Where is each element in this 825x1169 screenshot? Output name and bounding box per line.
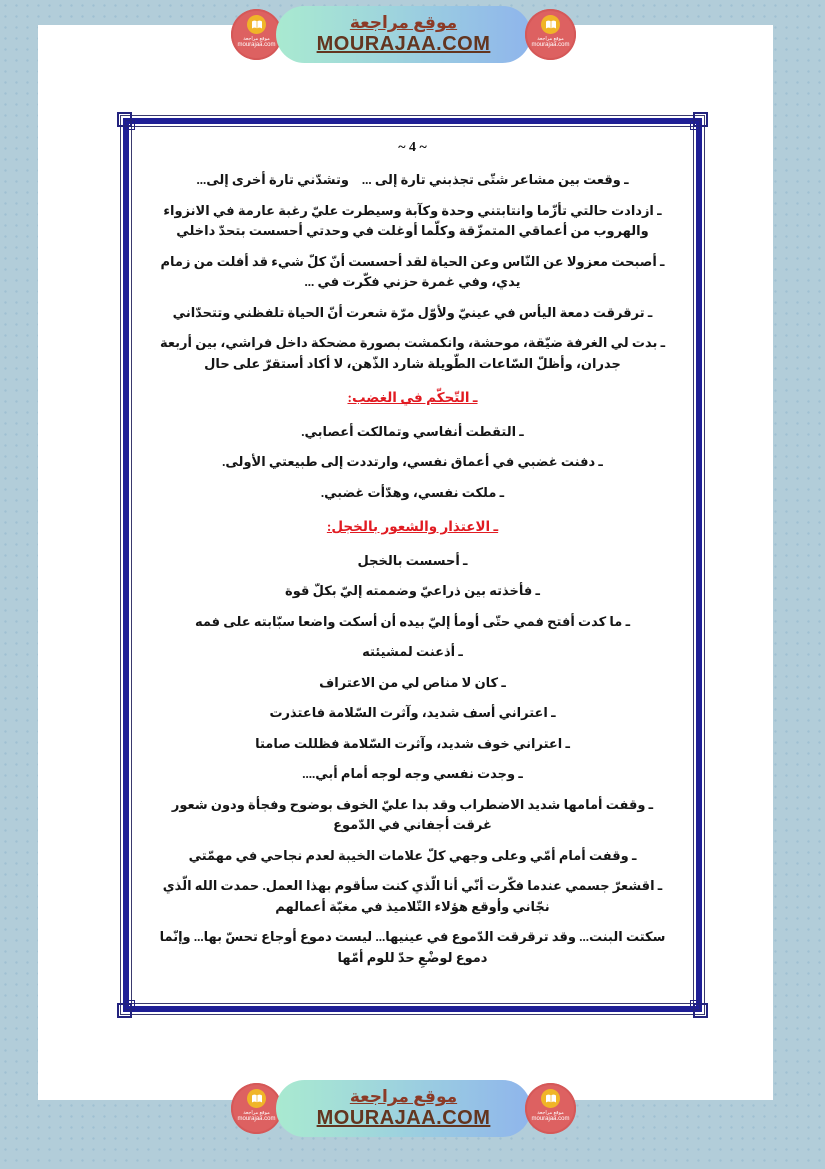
site-title-domain[interactable]: MOURAJAA.COM <box>316 1106 491 1129</box>
site-title-domain[interactable]: MOURAJAA.COM <box>316 32 491 55</box>
text-paragraph: سكتت البنت... وقد ترقرقت الدّموع في عينيها... ليست دموع أوجاع تحسّ بها... وإنّما دموع لوضْعِ حدّ للوم أمّها <box>156 929 666 965</box>
badge-title: موقع مراجعة <box>537 37 564 42</box>
text-paragraph: ـ ازدادت حالتي تأزّما وانتابتني وحدة وكآبة وسيطرت عليّ رغبة عارمة في الانزواء والهروب من أعماقي المتمزّقة وكلّما أوغلت في وحدتي أحسست بتحدّ داخلي <box>160 202 662 239</box>
text-paragraph: ـ ما كدت أفتح فمي حتّى أومأ إليّ بيده أن أسكت واضعا سبّابته على فمه <box>194 613 631 629</box>
book-icon <box>247 15 266 34</box>
book-icon <box>541 1089 560 1108</box>
text-paragraph: ـ وقفت أمام أمّي وعلى وجهي كلّ علامات الخيبة لعدم نجاحي في مهمّتي <box>188 847 637 863</box>
text-paragraph: ـ اعتراني أسف شديد، وآثرت السّلامة فاعتذرت <box>269 705 556 721</box>
text-paragraph: ـ فأخذته بين ذراعيّ وضممته إليّ بكلّ قوة <box>285 583 540 599</box>
site-title-banner[interactable] <box>276 6 531 63</box>
text-paragraph: ـ اعتراني خوف شديد، وآثرت السّلامة فظللت صامتا <box>255 735 570 751</box>
site-title-arabic[interactable]: موقع مراجعة <box>349 1087 458 1107</box>
text-paragraph: ـ اقشعرّ جسمي عندما فكّرت أنّي أنا الّذي كنت سأقوم بهذا العمل. حمدت الله الّذي نجّاني وأوقع هؤلاء التّلاميذ في مغبّة أعمالهم <box>159 878 663 914</box>
page-number: ~ 4 ~ <box>398 140 427 155</box>
header-brand <box>231 6 576 68</box>
section-heading: ـ التّحكّم في الغضب: <box>347 390 478 406</box>
document-frame <box>123 118 702 1012</box>
badge-domain: mourajaa.com <box>237 42 276 48</box>
site-badge <box>231 9 282 60</box>
badge-domain: mourajaa.com <box>531 1116 570 1122</box>
text-paragraph: ـ أذعنت لمشيئته <box>362 644 463 660</box>
site-title-arabic[interactable]: موقع مراجعة <box>349 13 458 33</box>
text-paragraph: ـ أصبحت معزولا عن النّاس وعن الحياة لقد أحسست أنّ كلّ شيء قد أفلت من زمام يدي، وفي غمرة حزني فكّرت في ... <box>157 253 665 290</box>
text-paragraph: ـ بدت لي الغرفة ضيّقة، موحشة، وانكمشت بصورة مضحكة داخل فراشي، بين أربعة جدران، وأظلّ السّاعات الطّويلة شارد الذّهن، لا أكاد أستقرّ على حال <box>156 335 666 371</box>
site-badge <box>231 1083 282 1134</box>
book-icon <box>541 15 560 34</box>
text-paragraph: ـ كان لا مناص لي من الاعتراف <box>319 674 506 690</box>
text-paragraph: ـ وقعت بين مشاعر شتّى تجذبني تارة إلى ... وتشدّني تارة أخرى إلى... <box>196 172 629 187</box>
text-paragraph: ـ التقطت أنفاسي وتمالكت أعصابي. <box>301 423 524 439</box>
book-icon <box>247 1089 266 1108</box>
footer-brand <box>231 1080 576 1142</box>
text-paragraph: ـ ترقرقت دمعة اليأس في عينيّ ولأوّل مرّة شعرت أنّ الحياة تلفظني وتتحدّاني <box>172 304 653 320</box>
section-heading: ـ الاعتذار والشعور بالخجل: <box>326 519 499 535</box>
badge-title: موقع مراجعة <box>537 1111 564 1116</box>
badge-domain: mourajaa.com <box>531 42 570 48</box>
text-paragraph: ـ ملكت نفسي، وهدّأت غضبي. <box>320 484 505 500</box>
document-page <box>129 124 696 1006</box>
site-badge <box>525 9 576 60</box>
text-paragraph: ـ أحسست بالخجل <box>357 552 468 568</box>
site-title-banner[interactable] <box>276 1080 531 1137</box>
badge-title: موقع مراجعة <box>243 37 270 42</box>
badge-domain: mourajaa.com <box>237 1116 276 1122</box>
text-paragraph: ـ دفنت غضبي في أعماق نفسي، وارتددت إلى طبيعتي الأولى. <box>222 454 603 470</box>
badge-title: موقع مراجعة <box>243 1111 270 1116</box>
text-paragraph: ـ وقفت أمامها شديد الاضطراب وقد بدا عليّ الخوف بوضوح وفجأة ودون شعور غرقت أجفاني في الدّموع <box>168 796 654 833</box>
text-paragraph: ـ وجدت نفسي وجه لوجه أمام أبي.... <box>302 766 523 782</box>
site-badge <box>525 1083 576 1134</box>
document-content <box>153 170 672 968</box>
